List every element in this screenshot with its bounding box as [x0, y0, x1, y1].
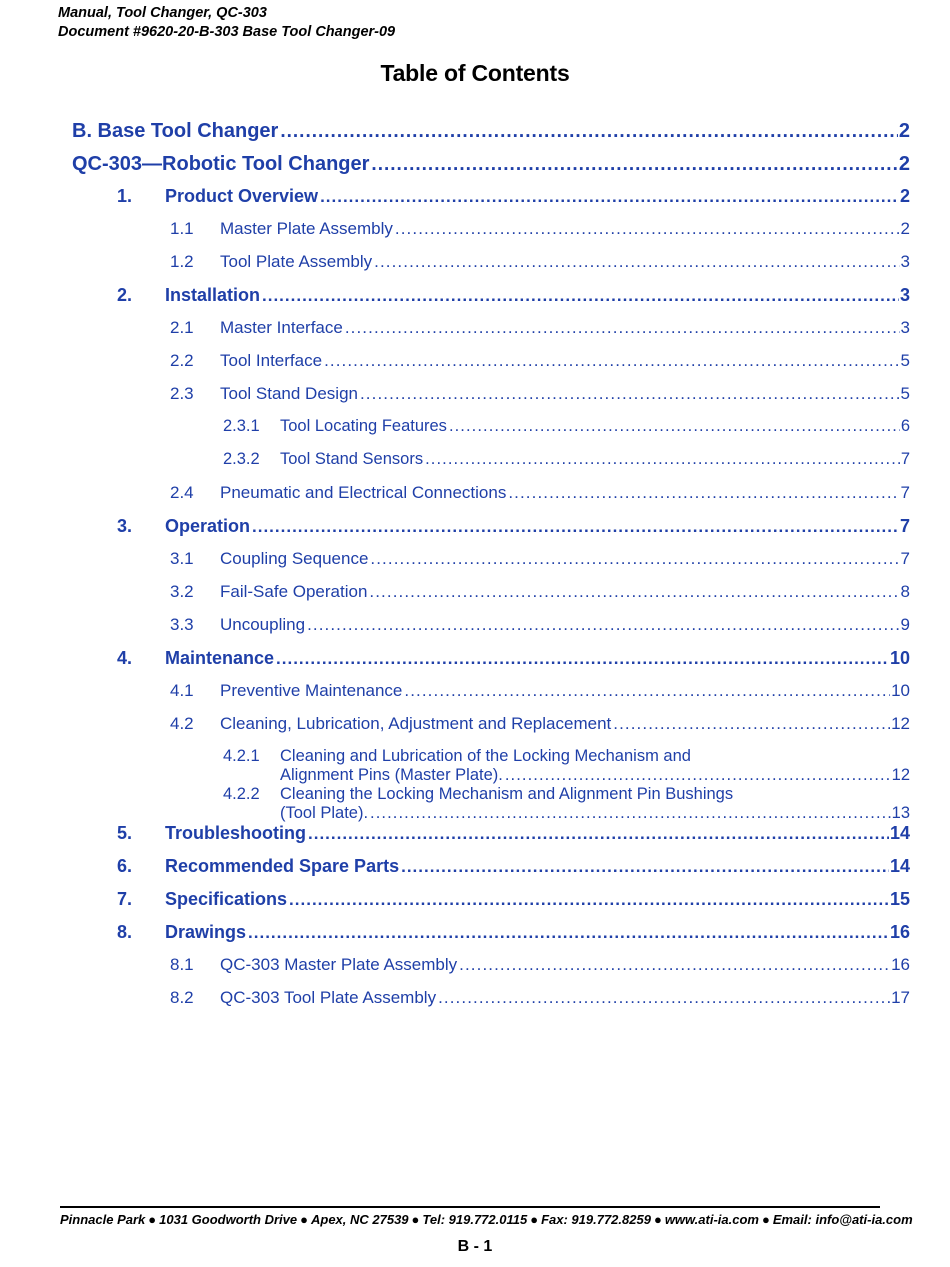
toc-entry-line — [72, 120, 910, 143]
header-line-1: Manual, Tool Changer, QC-303 — [58, 5, 267, 21]
toc-entry[interactable] — [0, 955, 950, 988]
toc-entry-body — [220, 483, 910, 503]
toc-dot-leader — [395, 219, 900, 239]
toc-dot-leader — [280, 121, 898, 143]
toc-entry-body — [220, 351, 910, 371]
toc-entry-label: QC-303 Master Plate Assembly — [220, 955, 458, 974]
toc-entry-line — [165, 648, 910, 669]
toc-dot-leader — [438, 988, 890, 1008]
toc-entry[interactable] — [0, 120, 950, 153]
toc-entry[interactable] — [0, 516, 950, 549]
toc-entry[interactable] — [0, 384, 950, 417]
toc-entry-page: 7 — [899, 516, 910, 536]
toc-entry-label: Alignment Pins (Master Plate). — [280, 766, 503, 784]
footer-bullet-separator: ● — [300, 1212, 308, 1227]
toc-entry-page: 16 — [891, 955, 910, 974]
toc-entry[interactable] — [0, 988, 950, 1021]
toc-entry-number: 2.4 — [170, 483, 194, 502]
toc-entry-body — [165, 285, 910, 306]
toc-entry-body — [220, 549, 910, 569]
toc-entry-label: Tool Interface — [220, 351, 323, 370]
toc-entry-body — [220, 988, 910, 1008]
toc-entry[interactable] — [0, 252, 950, 285]
toc-entry-page: 3 — [900, 252, 910, 271]
toc-entry-number: 2.3.2 — [223, 450, 260, 468]
toc-entry-page: 2 — [900, 219, 910, 238]
toc-entry-line — [220, 615, 910, 635]
toc-entry-page: 15 — [889, 889, 910, 909]
toc-entry-line — [220, 988, 910, 1008]
toc-dot-leader — [308, 824, 889, 844]
toc-entry-number: 4.1 — [170, 681, 194, 700]
footer-part: 1031 Goodworth Drive — [159, 1212, 298, 1227]
toc-entry-line — [165, 186, 910, 207]
toc-entry-line — [220, 955, 910, 975]
toc-entry-label: QC-303—Robotic Tool Changer — [72, 153, 370, 175]
toc-entry-body — [280, 747, 910, 785]
toc-dot-leader — [370, 549, 899, 569]
toc-entry-line — [165, 856, 910, 877]
toc-entry-label: Cleaning, Lubrication, Adjustment and Replacement — [220, 714, 612, 733]
toc-entry[interactable] — [0, 856, 950, 889]
footer-bullet-separator: ● — [148, 1212, 157, 1227]
toc-dot-leader — [252, 517, 899, 537]
toc-entry-line — [280, 766, 910, 785]
toc-entry-label: Master Interface — [220, 318, 343, 337]
toc-entry-body — [280, 417, 910, 436]
toc-entry-line — [220, 483, 910, 503]
toc-entry-page: 6 — [900, 417, 910, 435]
toc-entry-body — [165, 516, 910, 537]
toc-entry[interactable] — [0, 417, 950, 450]
toc-entry-body — [220, 219, 910, 239]
toc-entry[interactable] — [0, 450, 950, 483]
toc-entry-number: 8. — [117, 922, 133, 942]
toc-entry[interactable] — [0, 285, 950, 318]
toc-dot-leader — [369, 582, 899, 602]
toc-entry-body — [72, 153, 910, 176]
toc-dot-leader — [276, 649, 889, 669]
toc-entry-number: 1. — [117, 186, 133, 206]
toc-entry-label: B. Base Tool Changer — [72, 120, 279, 142]
toc-entry-number: 3.2 — [170, 582, 194, 601]
toc-entry-label: QC-303 Tool Plate Assembly — [220, 988, 437, 1007]
toc-entry-page: 5 — [900, 351, 910, 370]
toc-dot-leader — [345, 318, 900, 338]
toc-dot-leader — [613, 714, 890, 734]
toc-entry-label: Master Plate Assembly — [220, 219, 393, 238]
toc-entry-page: 7 — [900, 549, 910, 568]
toc-entry-line — [165, 516, 910, 537]
footer-part: Email: info@ati-ia.com — [772, 1212, 913, 1227]
footer-part: Pinnacle Park — [60, 1212, 146, 1227]
footer-bullet-separator: ● — [653, 1212, 662, 1227]
toc-entry-number: 7. — [117, 889, 133, 909]
toc-dot-leader — [459, 955, 890, 975]
toc-entry-page: 16 — [889, 922, 910, 942]
toc-entry-number: 4.2.1 — [223, 747, 260, 765]
toc-entry-line — [280, 450, 910, 469]
toc-entry-line — [220, 582, 910, 602]
toc-entry-number: 4. — [117, 648, 133, 668]
toc-entry-page: 9 — [900, 615, 910, 634]
toc-entry-label: Maintenance — [165, 648, 275, 668]
toc-entry-page: 17 — [891, 988, 910, 1007]
toc-dot-leader — [289, 890, 889, 910]
toc-entry-body — [72, 120, 910, 143]
toc-entry-number: 1.1 — [170, 219, 194, 238]
table-of-contents — [0, 120, 950, 1021]
toc-entry-page: 3 — [900, 318, 910, 337]
toc-entry[interactable] — [0, 823, 950, 856]
toc-entry-label: Operation — [165, 516, 251, 536]
toc-entry-number: 3. — [117, 516, 133, 536]
footer-part: Fax: 919.772.8259 — [541, 1212, 651, 1227]
toc-entry-line — [220, 681, 910, 701]
toc-entry-body — [280, 450, 910, 469]
toc-entry-number: 6. — [117, 856, 133, 876]
toc-entry-number: 8.2 — [170, 988, 194, 1007]
toc-entry[interactable] — [0, 648, 950, 681]
toc-entry-number: 2.3 — [170, 384, 194, 403]
toc-entry-page: 10 — [891, 681, 910, 700]
footer-bullet-separator: ● — [761, 1212, 770, 1227]
toc-dot-leader — [307, 615, 899, 635]
toc-entry-body — [280, 785, 910, 823]
toc-dot-leader — [248, 923, 889, 943]
toc-entry-body — [165, 889, 910, 910]
toc-entry-page: 2 — [899, 186, 910, 206]
toc-entry-page: 7 — [900, 483, 910, 502]
toc-entry-line — [165, 889, 910, 910]
toc-entry-page: 2 — [898, 120, 910, 142]
toc-dot-leader — [505, 766, 891, 785]
toc-dot-leader — [370, 804, 891, 823]
toc-entry-label: Pneumatic and Electrical Connections — [220, 483, 507, 502]
toc-entry-label: Drawings — [165, 922, 247, 942]
toc-entry[interactable] — [0, 747, 950, 785]
toc-dot-leader — [404, 681, 890, 701]
toc-entry-body — [220, 955, 910, 975]
toc-entry-page: 12 — [891, 714, 910, 733]
page-title: Table of Contents — [380, 60, 570, 86]
toc-entry-line — [72, 153, 910, 176]
toc-entry-body — [220, 384, 910, 404]
toc-entry-line — [165, 823, 910, 844]
toc-entry-body — [165, 856, 910, 877]
toc-entry-line — [165, 285, 910, 306]
toc-entry[interactable] — [0, 582, 950, 615]
footer-contact-info — [60, 1212, 913, 1227]
toc-entry-page: 14 — [889, 856, 910, 876]
toc-entry[interactable] — [0, 318, 950, 351]
toc-entry-page: 8 — [900, 582, 910, 601]
toc-entry-number: 2.1 — [170, 318, 194, 337]
toc-entry-body — [220, 615, 910, 635]
toc-dot-leader — [374, 252, 899, 272]
toc-entry-body — [220, 681, 910, 701]
toc-entry[interactable] — [0, 714, 950, 747]
toc-entry-label: Coupling Sequence — [220, 549, 369, 568]
toc-entry-line — [280, 804, 910, 823]
toc-entry[interactable] — [0, 785, 950, 823]
toc-entry[interactable] — [0, 483, 950, 516]
toc-entry[interactable] — [0, 681, 950, 714]
toc-entry-label: Fail-Safe Operation — [220, 582, 368, 601]
toc-entry-line — [220, 219, 910, 239]
toc-entry-label: Tool Locating Features — [280, 417, 447, 435]
header-line-2: Document #9620-20-B-303 Base Tool Changer-09 — [58, 24, 396, 40]
toc-dot-leader — [262, 286, 899, 306]
toc-entry-label: Uncoupling — [220, 615, 306, 634]
toc-entry-line — [220, 318, 910, 338]
toc-entry-number: 4.2 — [170, 714, 194, 733]
toc-entry-label: Tool Stand Sensors — [280, 450, 424, 468]
toc-entry-line — [165, 922, 910, 943]
toc-entry-body — [165, 922, 910, 943]
toc-entry-label: Tool Plate Assembly — [220, 252, 373, 271]
toc-entry-label: Recommended Spare Parts — [165, 856, 400, 876]
toc-dot-leader — [449, 417, 900, 436]
toc-entry-label: Product Overview — [165, 186, 319, 206]
toc-entry-number: 1.2 — [170, 252, 194, 271]
toc-entry-page: 13 — [891, 804, 910, 822]
toc-dot-leader — [371, 154, 897, 176]
toc-entry[interactable] — [0, 615, 950, 648]
toc-dot-leader — [425, 450, 900, 469]
toc-entry-body — [165, 186, 910, 207]
toc-entry-number: 3.1 — [170, 549, 194, 568]
toc-entry-label-line1: Cleaning the Locking Mechanism and Alignment Pin Bushings — [280, 785, 734, 803]
toc-entry-number: 2.2 — [170, 351, 194, 370]
footer-bullet-separator: ● — [530, 1212, 539, 1227]
toc-entry-body — [220, 582, 910, 602]
toc-dot-leader — [401, 857, 889, 877]
toc-entry[interactable] — [0, 219, 950, 252]
toc-entry-line — [220, 549, 910, 569]
toc-entry[interactable] — [0, 889, 950, 922]
toc-entry-body — [220, 252, 910, 272]
toc-entry-line — [220, 384, 910, 404]
toc-entry-number: 8.1 — [170, 955, 194, 974]
toc-entry-number: 2.3.1 — [223, 417, 260, 435]
toc-entry-body — [165, 648, 910, 669]
toc-entry-page: 3 — [899, 285, 910, 305]
toc-entry[interactable] — [0, 186, 950, 219]
toc-entry-line — [220, 351, 910, 371]
toc-entry-number: 4.2.2 — [223, 785, 260, 803]
toc-entry-page: 12 — [891, 766, 910, 784]
toc-entry-body — [220, 714, 910, 734]
toc-dot-leader — [508, 483, 899, 503]
footer-part: Tel: 919.772.0115 — [422, 1212, 528, 1227]
toc-entry-line — [220, 714, 910, 734]
toc-entry[interactable] — [0, 351, 950, 384]
toc-entry[interactable] — [0, 922, 950, 955]
toc-entry-page: 5 — [900, 384, 910, 403]
page-number: B - 1 — [457, 1238, 493, 1255]
toc-entry-label: Troubleshooting — [165, 823, 306, 843]
toc-entry-page: 14 — [889, 823, 910, 843]
toc-entry-label: Tool Stand Design — [220, 384, 358, 403]
toc-entry-label: Installation — [165, 285, 261, 305]
toc-entry-label-line1: Cleaning and Lubrication of the Locking Mechanism and — [280, 747, 691, 765]
toc-entry-line — [280, 417, 910, 436]
toc-entry-body — [220, 318, 910, 338]
toc-entry[interactable] — [0, 153, 950, 186]
footer-bullet-separator: ● — [411, 1212, 420, 1227]
footer-part: Apex, NC 27539 — [310, 1212, 409, 1227]
document-header — [58, 4, 395, 42]
toc-entry[interactable] — [0, 549, 950, 582]
footer-part: www.ati-ia.com — [664, 1212, 759, 1227]
toc-entry-label: Preventive Maintenance — [220, 681, 403, 700]
toc-entry-page: 2 — [898, 153, 910, 175]
toc-entry-page: 10 — [889, 648, 910, 668]
toc-dot-leader — [324, 351, 899, 371]
toc-entry-body — [165, 823, 910, 844]
toc-entry-page: 7 — [900, 450, 910, 468]
toc-dot-leader — [360, 384, 900, 404]
toc-entry-label: Specifications — [165, 889, 288, 909]
toc-entry-number: 5. — [117, 823, 133, 843]
toc-entry-number: 2. — [117, 285, 133, 305]
footer-divider — [60, 1206, 880, 1208]
toc-entry-label: (Tool Plate). — [280, 804, 369, 822]
toc-entry-line — [220, 252, 910, 272]
toc-dot-leader — [320, 187, 899, 207]
toc-entry-number: 3.3 — [170, 615, 194, 634]
